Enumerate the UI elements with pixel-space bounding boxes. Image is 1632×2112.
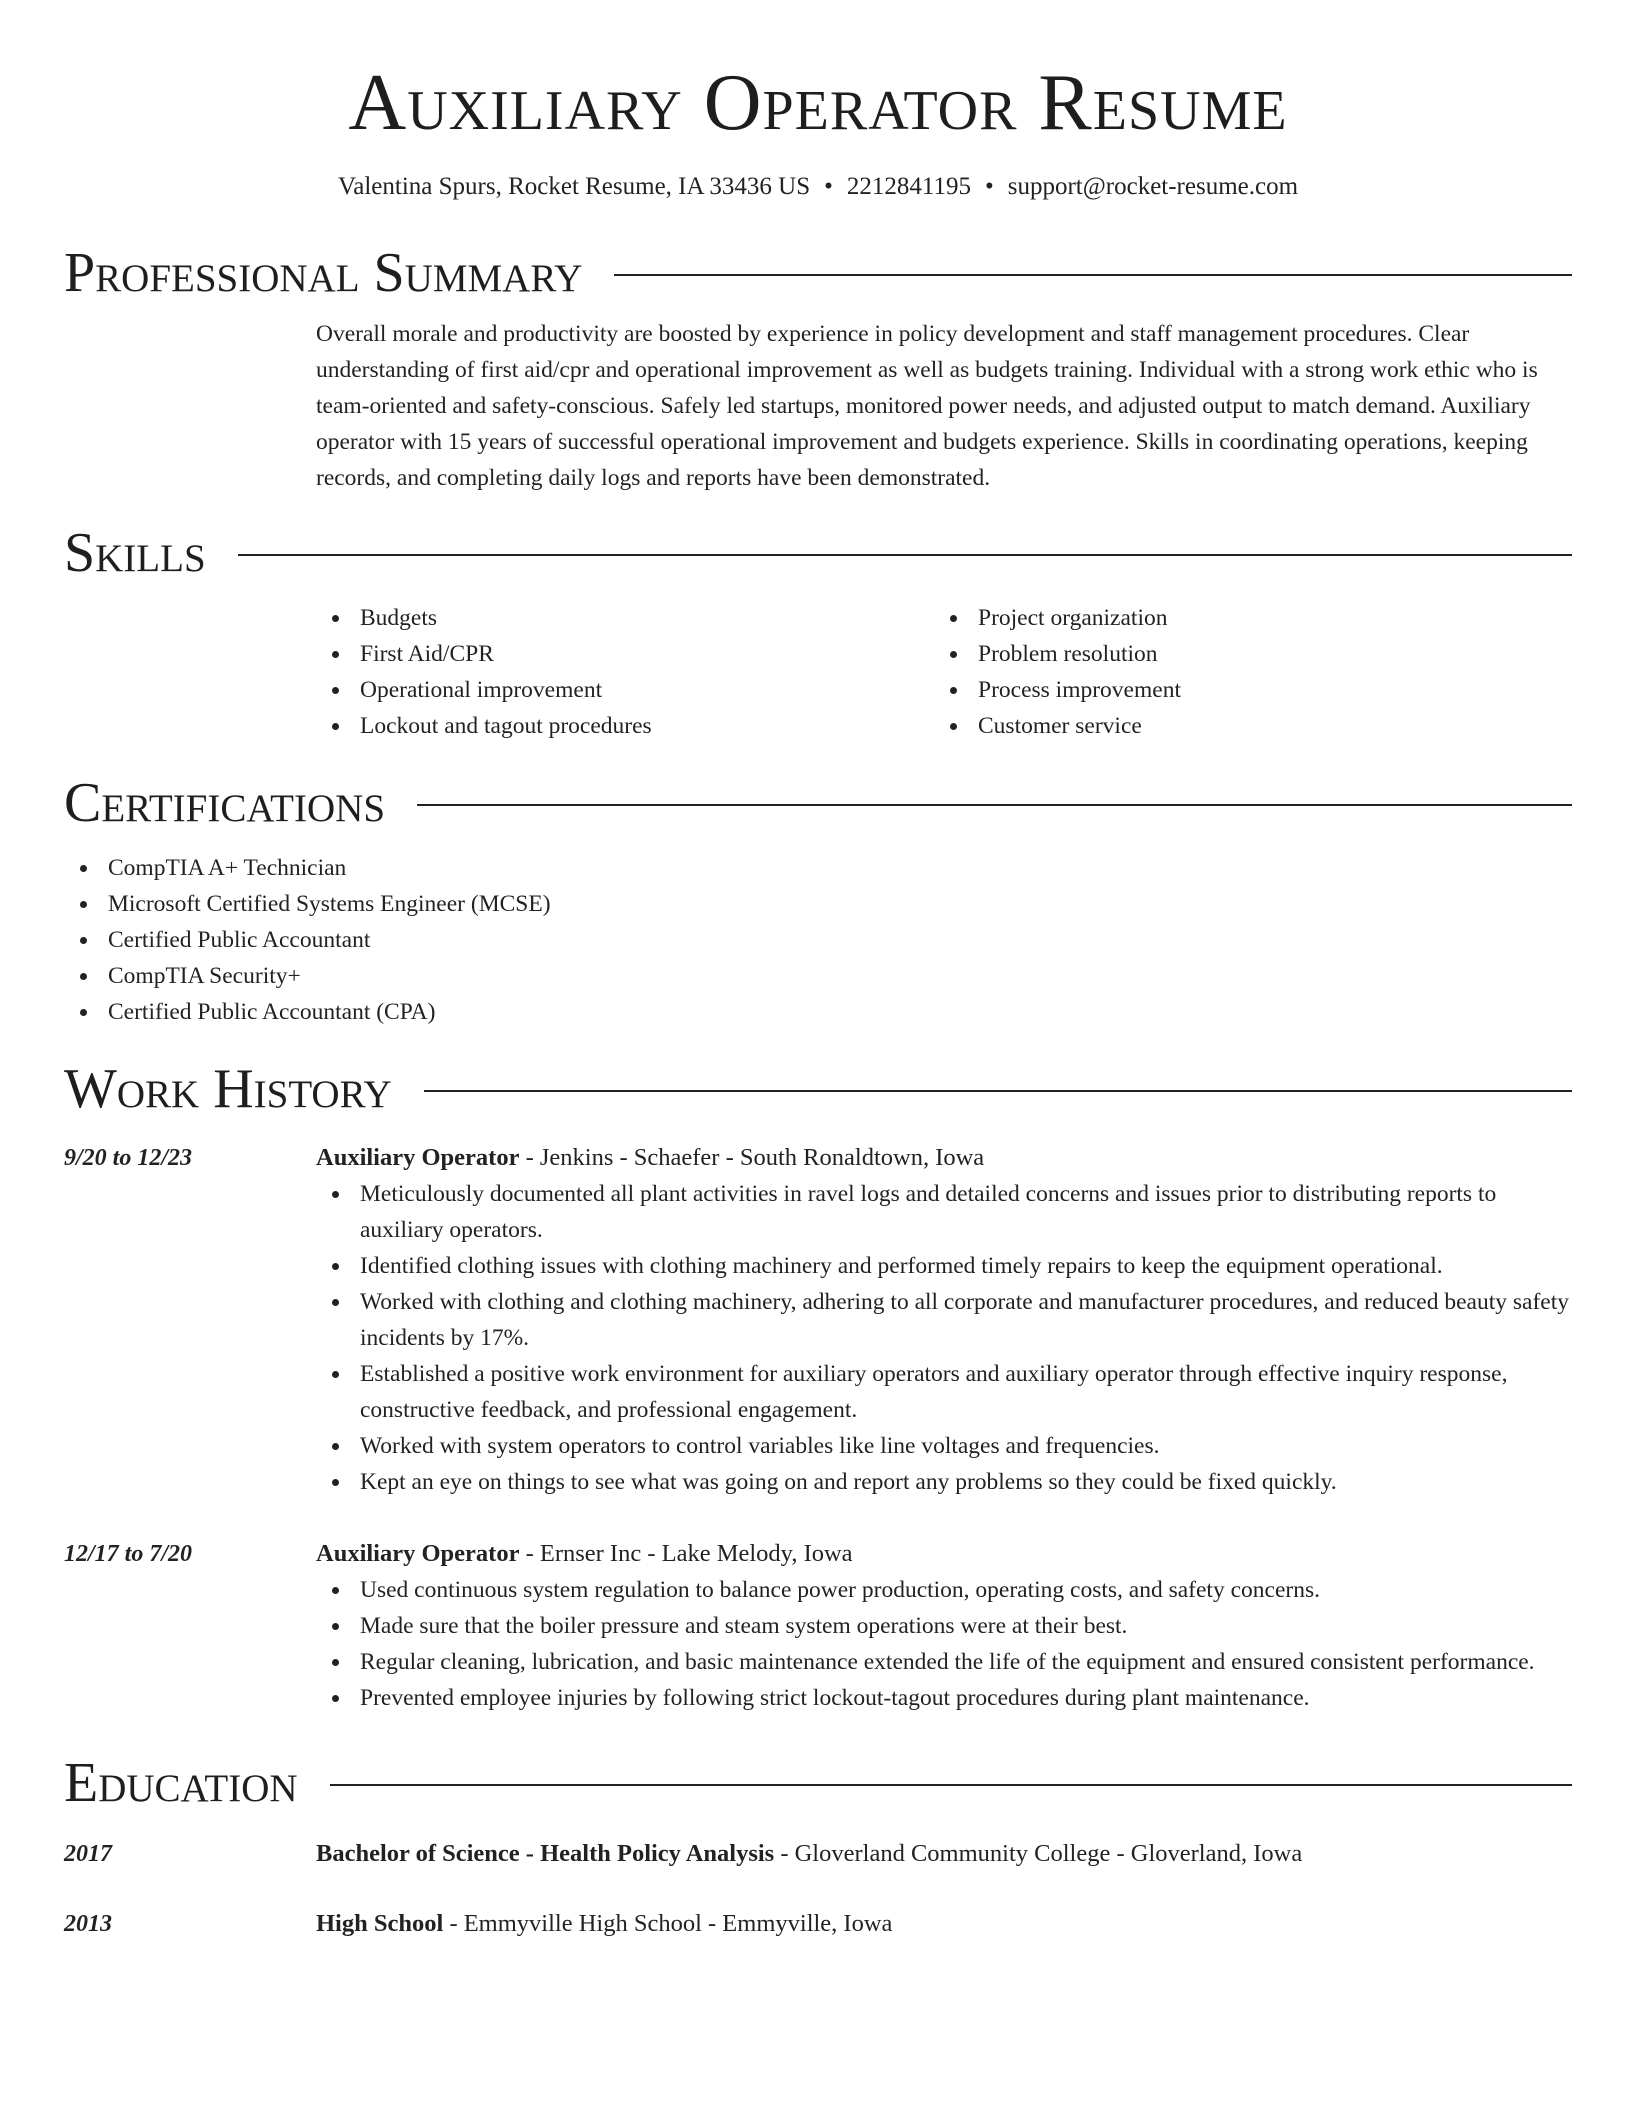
work-history-header xyxy=(64,1054,1572,1124)
education-entry xyxy=(64,1836,1572,1872)
summary-header xyxy=(64,238,1572,308)
work-history-section xyxy=(64,1054,1572,1716)
job-bullet: Established a positive work environment for auxiliary operators and auxiliary operator through effective inquiry response, constructive feedback, and professional engagement. xyxy=(316,1356,1572,1428)
education-section xyxy=(64,1748,1572,1942)
education-year: 2017 xyxy=(64,1841,112,1867)
job-bullet: Used continuous system regulation to balance power production, operating costs, and safety concerns. xyxy=(316,1572,1572,1608)
education-school: - Gloverland Community College - Gloverland, Iowa xyxy=(774,1840,1303,1867)
contact-address: Valentina Spurs, Rocket Resume, IA 33436 US xyxy=(337,173,811,200)
certifications-header xyxy=(64,768,1572,838)
job-bullet: Prevented employee injuries by following strict lockout-tagout procedures during plant maintenance. xyxy=(316,1680,1572,1716)
skill-item: Operational improvement xyxy=(316,672,934,708)
job-body xyxy=(316,1140,1572,1500)
job-header xyxy=(316,1140,1572,1176)
job-body xyxy=(316,1536,1572,1716)
skill-item: Budgets xyxy=(316,600,934,636)
certification-item: CompTIA A+ Technician xyxy=(64,850,1572,886)
work-history-heading: Work History xyxy=(64,1058,392,1120)
summary-heading: Professional Summary xyxy=(64,242,583,304)
job-title: Auxiliary Operator xyxy=(316,1144,520,1171)
skill-item: Customer service xyxy=(934,708,1552,744)
job-dates: 12/17 to 7/20 xyxy=(64,1541,193,1567)
skill-item: Project organization xyxy=(934,600,1552,636)
skills-heading: Skills xyxy=(64,522,206,584)
contact-email: support@rocket-resume.com xyxy=(1007,173,1299,200)
job-bullet: Made sure that the boiler pressure and steam system operations were at their best. xyxy=(316,1608,1572,1644)
job-title: Auxiliary Operator xyxy=(316,1540,520,1567)
contact-phone: 2212841195 xyxy=(846,173,971,200)
education-header xyxy=(64,1748,1572,1818)
skill-item: First Aid/CPR xyxy=(316,636,934,672)
job-entry xyxy=(64,1140,1572,1500)
skill-item: Lockout and tagout procedures xyxy=(316,708,934,744)
education-degree: High School xyxy=(316,1910,444,1937)
section-divider xyxy=(238,554,1572,556)
skills-section xyxy=(64,518,1572,744)
education-heading: Education xyxy=(64,1752,298,1814)
education-details xyxy=(316,1906,1572,1942)
certification-item: CompTIA Security+ xyxy=(64,958,1572,994)
certification-item: Certified Public Accountant (CPA) xyxy=(64,994,1572,1030)
skills-right-list xyxy=(934,600,1552,744)
education-year: 2013 xyxy=(64,1911,112,1937)
certifications-list xyxy=(64,850,1572,1030)
summary-section xyxy=(64,238,1572,496)
resume-page xyxy=(64,0,1572,1942)
job-bullet: Regular cleaning, lubrication, and basic maintenance extended the life of the equipment and ensured consistent performance. xyxy=(316,1644,1572,1680)
education-entry xyxy=(64,1906,1572,1942)
skill-item: Process improvement xyxy=(934,672,1552,708)
job-dates: 9/20 to 12/23 xyxy=(64,1145,193,1171)
job-employer: - Ernser Inc - Lake Melody, Iowa xyxy=(519,1540,853,1567)
section-divider xyxy=(330,1784,1572,1786)
certifications-heading: Certifications xyxy=(64,772,386,834)
education-degree: Bachelor of Science - Health Policy Analysis xyxy=(316,1840,775,1867)
education-details xyxy=(316,1836,1572,1872)
job-bullet: Identified clothing issues with clothing machinery and performed timely repairs to keep the equipment operational. xyxy=(316,1248,1572,1284)
section-divider xyxy=(614,274,1572,276)
job-bullet-list xyxy=(316,1572,1572,1716)
skills-left-list xyxy=(316,600,934,744)
skills-header xyxy=(64,518,1572,588)
certification-item: Certified Public Accountant xyxy=(64,922,1572,958)
contact-separator: • xyxy=(824,173,833,200)
job-header xyxy=(316,1536,1572,1572)
section-divider xyxy=(417,804,1572,806)
contact-separator: • xyxy=(984,173,994,200)
job-bullet: Worked with clothing and clothing machinery, adhering to all corporate and manufacturer procedures, and reduced beauty safety incidents by 17%. xyxy=(316,1284,1572,1356)
section-divider xyxy=(424,1090,1572,1092)
job-bullet: Kept an eye on things to see what was going on and report any problems so they could be fixed quickly. xyxy=(316,1464,1572,1500)
certifications-section xyxy=(64,768,1572,1030)
certification-item: Microsoft Certified Systems Engineer (MCSE) xyxy=(64,886,1572,922)
contact-line xyxy=(64,170,1572,204)
job-employer: - Jenkins - Schaefer - South Ronaldtown, Iowa xyxy=(519,1144,985,1171)
education-school: - Emmyville High School - Emmyville, Iowa xyxy=(443,1910,893,1937)
skills-grid xyxy=(316,600,1572,744)
job-entry xyxy=(64,1536,1572,1716)
skill-item: Problem resolution xyxy=(934,636,1552,672)
resume-title: Auxiliary Operator Resume xyxy=(348,59,1288,147)
job-bullet-list xyxy=(316,1176,1572,1500)
job-bullet: Meticulously documented all plant activities in ravel logs and detailed concerns and issues prior to distributing reports to auxiliary operators. xyxy=(316,1176,1572,1248)
summary-text: Overall morale and productivity are boosted by experience in policy development and staff management procedures. Clear understanding of first aid/cpr and operational improvement as well as budgets training. Individual with a strong work ethic who is team-oriented and safety-conscious. Safely led startups, monitored power needs, and adjusted output to match demand. Auxiliary operator with 15 years of successful operational improvement and budgets experience. Skills in coordinating operations, keeping records, and completing daily logs and reports have been demonstrated. xyxy=(316,321,1538,491)
job-bullet: Worked with system operators to control variables like line voltages and frequencies. xyxy=(316,1428,1572,1464)
